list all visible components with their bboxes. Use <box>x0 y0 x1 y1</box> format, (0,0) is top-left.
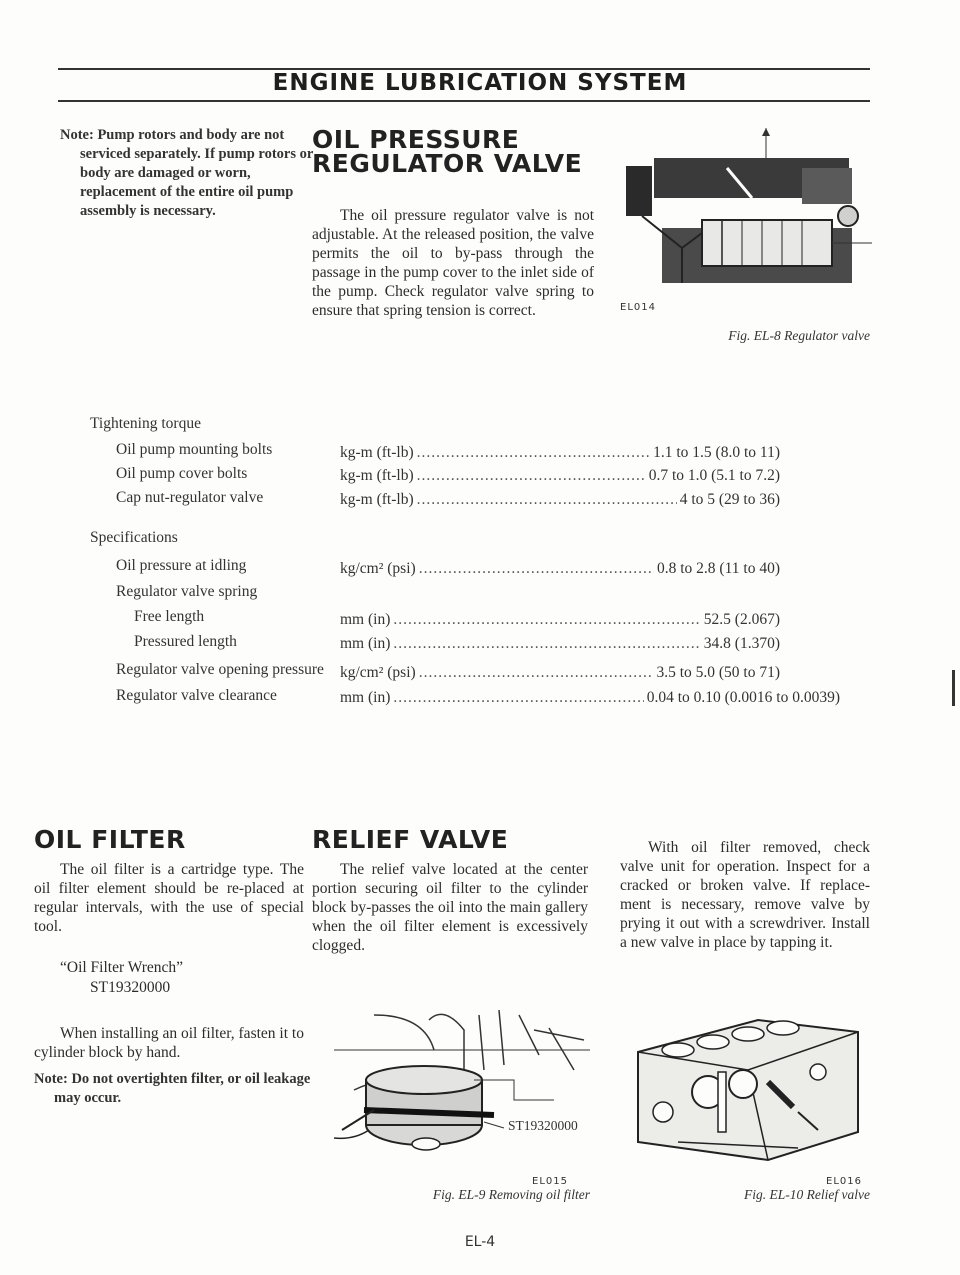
fig-el8-code: EL014 <box>620 302 656 313</box>
spec-value-cover-bolts <box>340 467 780 485</box>
oil-filter-tool-name: “Oil Filter Wrench” <box>60 959 184 976</box>
removing-oil-filter-figure <box>334 1010 590 1160</box>
spring-heading: Regulator valve spring <box>116 583 258 600</box>
page-number: EL-4 <box>464 1234 496 1250</box>
spec-unit: kg/cm² (psi) <box>340 560 416 577</box>
spec-unit: kg-m (ft-lb) <box>340 444 414 461</box>
spec-unit: kg/cm² (psi) <box>340 664 416 681</box>
relief-body: The relief valve located at the center portion securing oil filter to the cylinder block by-passes the oil into the main gallery when the oil filter element is excessively clogged. <box>312 861 588 954</box>
spec-heading: Specifications <box>90 529 178 546</box>
spec-unit: kg-m (ft-lb) <box>340 491 414 508</box>
header-rule-bottom <box>58 100 870 102</box>
spec-value: 34.8 (1.370) <box>703 635 780 652</box>
oil-filter-install: When installing an oil filter, fasten it to cylinder block by hand. <box>34 1025 304 1061</box>
margin-mark <box>952 670 955 706</box>
fig-el10-caption: Fig. EL-10 Relief valve <box>744 1187 870 1202</box>
spec-value: 52.5 (2.067) <box>703 611 780 628</box>
dot-leader <box>393 689 643 707</box>
spec-label-mounting-bolts: Oil pump mounting bolts <box>116 441 273 458</box>
regulator-valve-figure <box>622 128 872 298</box>
dot-leader <box>419 560 654 578</box>
spec-value: 0.04 to 0.10 (0.0016 to 0.0039) <box>646 689 840 706</box>
oil-filter-title: OIL FILTER <box>34 825 186 854</box>
spec-value: 0.8 to 2.8 (11 to 40) <box>657 560 780 577</box>
spec-label-free-length: Free length <box>134 608 205 625</box>
spec-value: 4 to 5 (29 to 36) <box>679 491 780 508</box>
spec-value-cap-nut <box>340 491 780 509</box>
spec-value-pressured-length <box>340 635 780 653</box>
spec-value-mounting-bolts <box>340 444 780 462</box>
spec-unit: mm (in) <box>340 611 391 628</box>
torque-heading: Tightening torque <box>90 415 201 432</box>
dot-leader <box>393 635 700 653</box>
dot-leader <box>417 491 677 509</box>
spec-value: 3.5 to 5.0 (50 to 71) <box>656 664 780 681</box>
page-header: ENGINE LUBRICATION SYSTEM <box>272 70 688 96</box>
spec-label-clearance: Regulator valve clearance <box>116 687 277 704</box>
spec-value: 1.1 to 1.5 (8.0 to 11) <box>653 444 780 461</box>
spec-unit: mm (in) <box>340 689 391 706</box>
spec-label-pressured-length: Pressured length <box>134 633 237 650</box>
spec-label-opening-pressure: Regulator valve opening pressure <box>116 661 324 678</box>
spec-label-cap-nut: Cap nut-regulator valve <box>116 489 264 506</box>
spec-label-idling: Oil pressure at idling <box>116 557 247 574</box>
fig-el9-code: EL015 <box>532 1176 568 1187</box>
spec-unit: mm (in) <box>340 635 391 652</box>
spec-value-free-length <box>340 611 780 629</box>
regulator-title-2: REGULATOR VALVE <box>312 149 583 178</box>
oil-filter-tool-number: ST19320000 <box>90 979 171 996</box>
regulator-title-1: OIL PRESSURE <box>312 125 520 154</box>
spec-value-idling <box>340 560 780 578</box>
fig-el9-caption: Fig. EL-9 Removing oil filter <box>432 1187 590 1202</box>
spec-value: 0.7 to 1.0 (5.1 to 7.2) <box>648 467 780 484</box>
dot-leader <box>417 444 651 462</box>
dot-leader <box>419 664 654 682</box>
spec-value-clearance <box>340 689 840 707</box>
fig-el10-code: EL016 <box>826 1176 862 1187</box>
dot-leader <box>393 611 700 629</box>
spec-label-cover-bolts: Oil pump cover bolts <box>116 465 248 482</box>
spec-value-opening-pressure <box>340 664 780 682</box>
fig-el9-tool-label: ST19320000 <box>508 1118 578 1133</box>
oil-filter-note: Note: Do not overtighten filter, or oil leakage may occur. <box>34 1071 311 1106</box>
regulator-body: The oil pressure regulator valve is not adjustable. At the released position, the valve permits the oil to by-pass through the passage in the pump cover to the inlet side of the pump. Check regulator valve spring to ensure that spring tension is correct. <box>312 207 594 319</box>
oil-filter-body: The oil filter is a cartridge type. The oil filter element should be re-placed at regular intervals, with the use of special tool. <box>34 861 304 935</box>
relief-check-body: With oil filter removed, check valve unit for operation. Inspect for a cracked or broken valve. If replace-ment is necessary, remove valve by prying it out with a screwdriver. Install a new valve in place by tapping it. <box>620 839 870 951</box>
spec-unit: kg-m (ft-lb) <box>340 467 414 484</box>
relief-valve-figure <box>618 1012 870 1164</box>
relief-title: RELIEF VALVE <box>312 825 509 854</box>
note-pump-rotors: Note: Pump rotors and body are not serviced separately. If pump rotors or body are damaged or worn, replacement of the entire oil pump assembly is necessary. <box>60 127 314 219</box>
fig-el8-caption: Fig. EL-8 Regulator valve <box>728 328 870 343</box>
dot-leader <box>417 467 646 485</box>
